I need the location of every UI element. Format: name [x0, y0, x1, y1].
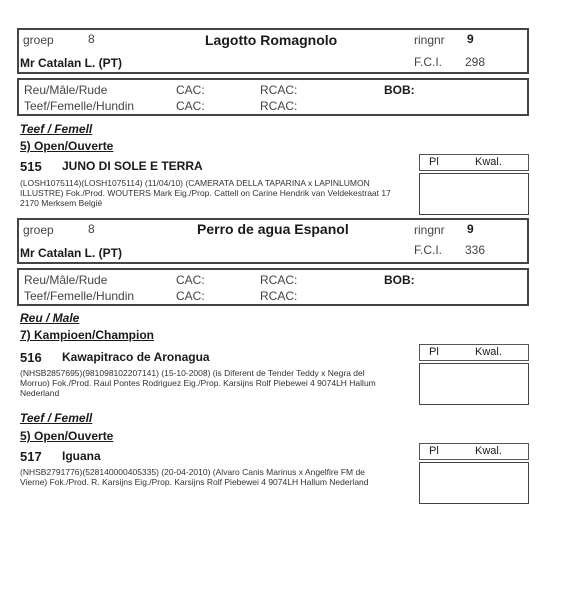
breed-name: Perro de agua Espanol — [197, 221, 349, 237]
kwal-label: Kwal. — [475, 445, 502, 457]
class-heading: 7) Kampioen/Champion — [20, 328, 155, 342]
male-cac-label: CAC: — [176, 273, 205, 287]
class-heading: 5) Open/Ouverte — [20, 139, 114, 153]
ringnr-label: ringnr — [414, 33, 445, 47]
female-cac-label: CAC: — [176, 289, 205, 303]
groep-label: groep — [23, 223, 54, 237]
entry-number: 516 — [20, 350, 42, 365]
fci-value: 298 — [465, 55, 486, 69]
section-heading-female: Teef / Femell — [20, 411, 93, 425]
kwal-header — [419, 344, 529, 361]
judge-name: Mr Catalan L. (PT) — [20, 246, 123, 260]
entry-details-line: Morruo) Fok./Prod. Raul Pontes Rodriguez Eig./Prop. Karsijns Rolf Piebewei 4 9074LH Hallum — [20, 378, 376, 388]
entry-details-line: (NHSB2791776)(528140000405335) (20-04-2010) (Alvaro Canis Marinus x Angelfire FM de — [20, 467, 365, 477]
female-row-label: Teef/Femelle/Hundin — [24, 289, 135, 303]
entry-details-line: Vierne) Fok./Prod. R. Karsijns Eig./Prop. Karsijns Rolf Piebewei 4 9074LH Hallum Nederland — [20, 477, 369, 487]
kwal-label: Kwal. — [475, 156, 502, 168]
judge-name: Mr Catalan L. (PT) — [20, 56, 123, 70]
section-heading-male: Reu / Male — [20, 311, 80, 325]
kwal-label: Kwal. — [475, 346, 502, 358]
bob-label: BOB: — [384, 273, 415, 287]
pl-label: Pl — [429, 156, 439, 168]
kwal-field[interactable] — [419, 173, 529, 215]
male-rcac-label: RCAC: — [260, 83, 298, 97]
entry-details-line: Nederland — [20, 388, 60, 398]
ringnr-label: ringnr — [414, 223, 445, 237]
pl-label: Pl — [429, 445, 439, 457]
female-row-label: Teef/Femelle/Hundin — [24, 99, 135, 113]
class-heading: 5) Open/Ouverte — [20, 429, 114, 443]
entry-name: Iguana — [62, 449, 101, 463]
entry-number: 515 — [20, 159, 42, 174]
female-cac-label: CAC: — [176, 99, 205, 113]
entry-details-line: 2170 Merksem België — [20, 198, 103, 208]
kwal-field[interactable] — [419, 363, 529, 405]
kwal-field[interactable] — [419, 462, 529, 504]
bob-label: BOB: — [384, 83, 415, 97]
male-row-label: Reu/Mâle/Rude — [24, 83, 108, 97]
groep-value: 8 — [88, 222, 95, 236]
entry-details-line: (NHSB2857695)(981098102207141) (15-10-2008) (is Diferent de Tender Teddy x Negra del — [20, 368, 365, 378]
male-row-label: Reu/Mâle/Rude — [24, 273, 108, 287]
fci-value: 336 — [465, 243, 486, 257]
entry-details-line: (LOSH1075114)(LOSH1075114) (11/04/10) (CAMERATA DELLA TAPARINA x LAPINLUMON — [20, 178, 370, 188]
kwal-header — [419, 154, 529, 171]
fci-label: F.C.I. — [414, 55, 443, 69]
ringnr-value: 9 — [467, 32, 474, 46]
female-rcac-label: RCAC: — [260, 289, 298, 303]
male-rcac-label: RCAC: — [260, 273, 298, 287]
groep-label: groep — [23, 33, 54, 47]
female-rcac-label: RCAC: — [260, 99, 298, 113]
male-cac-label: CAC: — [176, 83, 205, 97]
groep-value: 8 — [88, 32, 95, 46]
entry-number: 517 — [20, 449, 42, 464]
breed-name: Lagotto Romagnolo — [205, 32, 338, 48]
entry-name: JUNO DI SOLE E TERRA — [62, 159, 203, 173]
entry-name: Kawapitraco de Aronagua — [62, 350, 210, 364]
fci-label: F.C.I. — [414, 243, 443, 257]
ringnr-value: 9 — [467, 222, 474, 236]
entry-details-line: ILLUSTRE) Fok./Prod. WOUTERS Mark Eig./Prop. Cattell on Carine Hendrik van Veldekestraat 17 — [20, 188, 391, 198]
kwal-header — [419, 443, 529, 460]
pl-label: Pl — [429, 346, 439, 358]
section-heading-female: Teef / Femell — [20, 122, 93, 136]
